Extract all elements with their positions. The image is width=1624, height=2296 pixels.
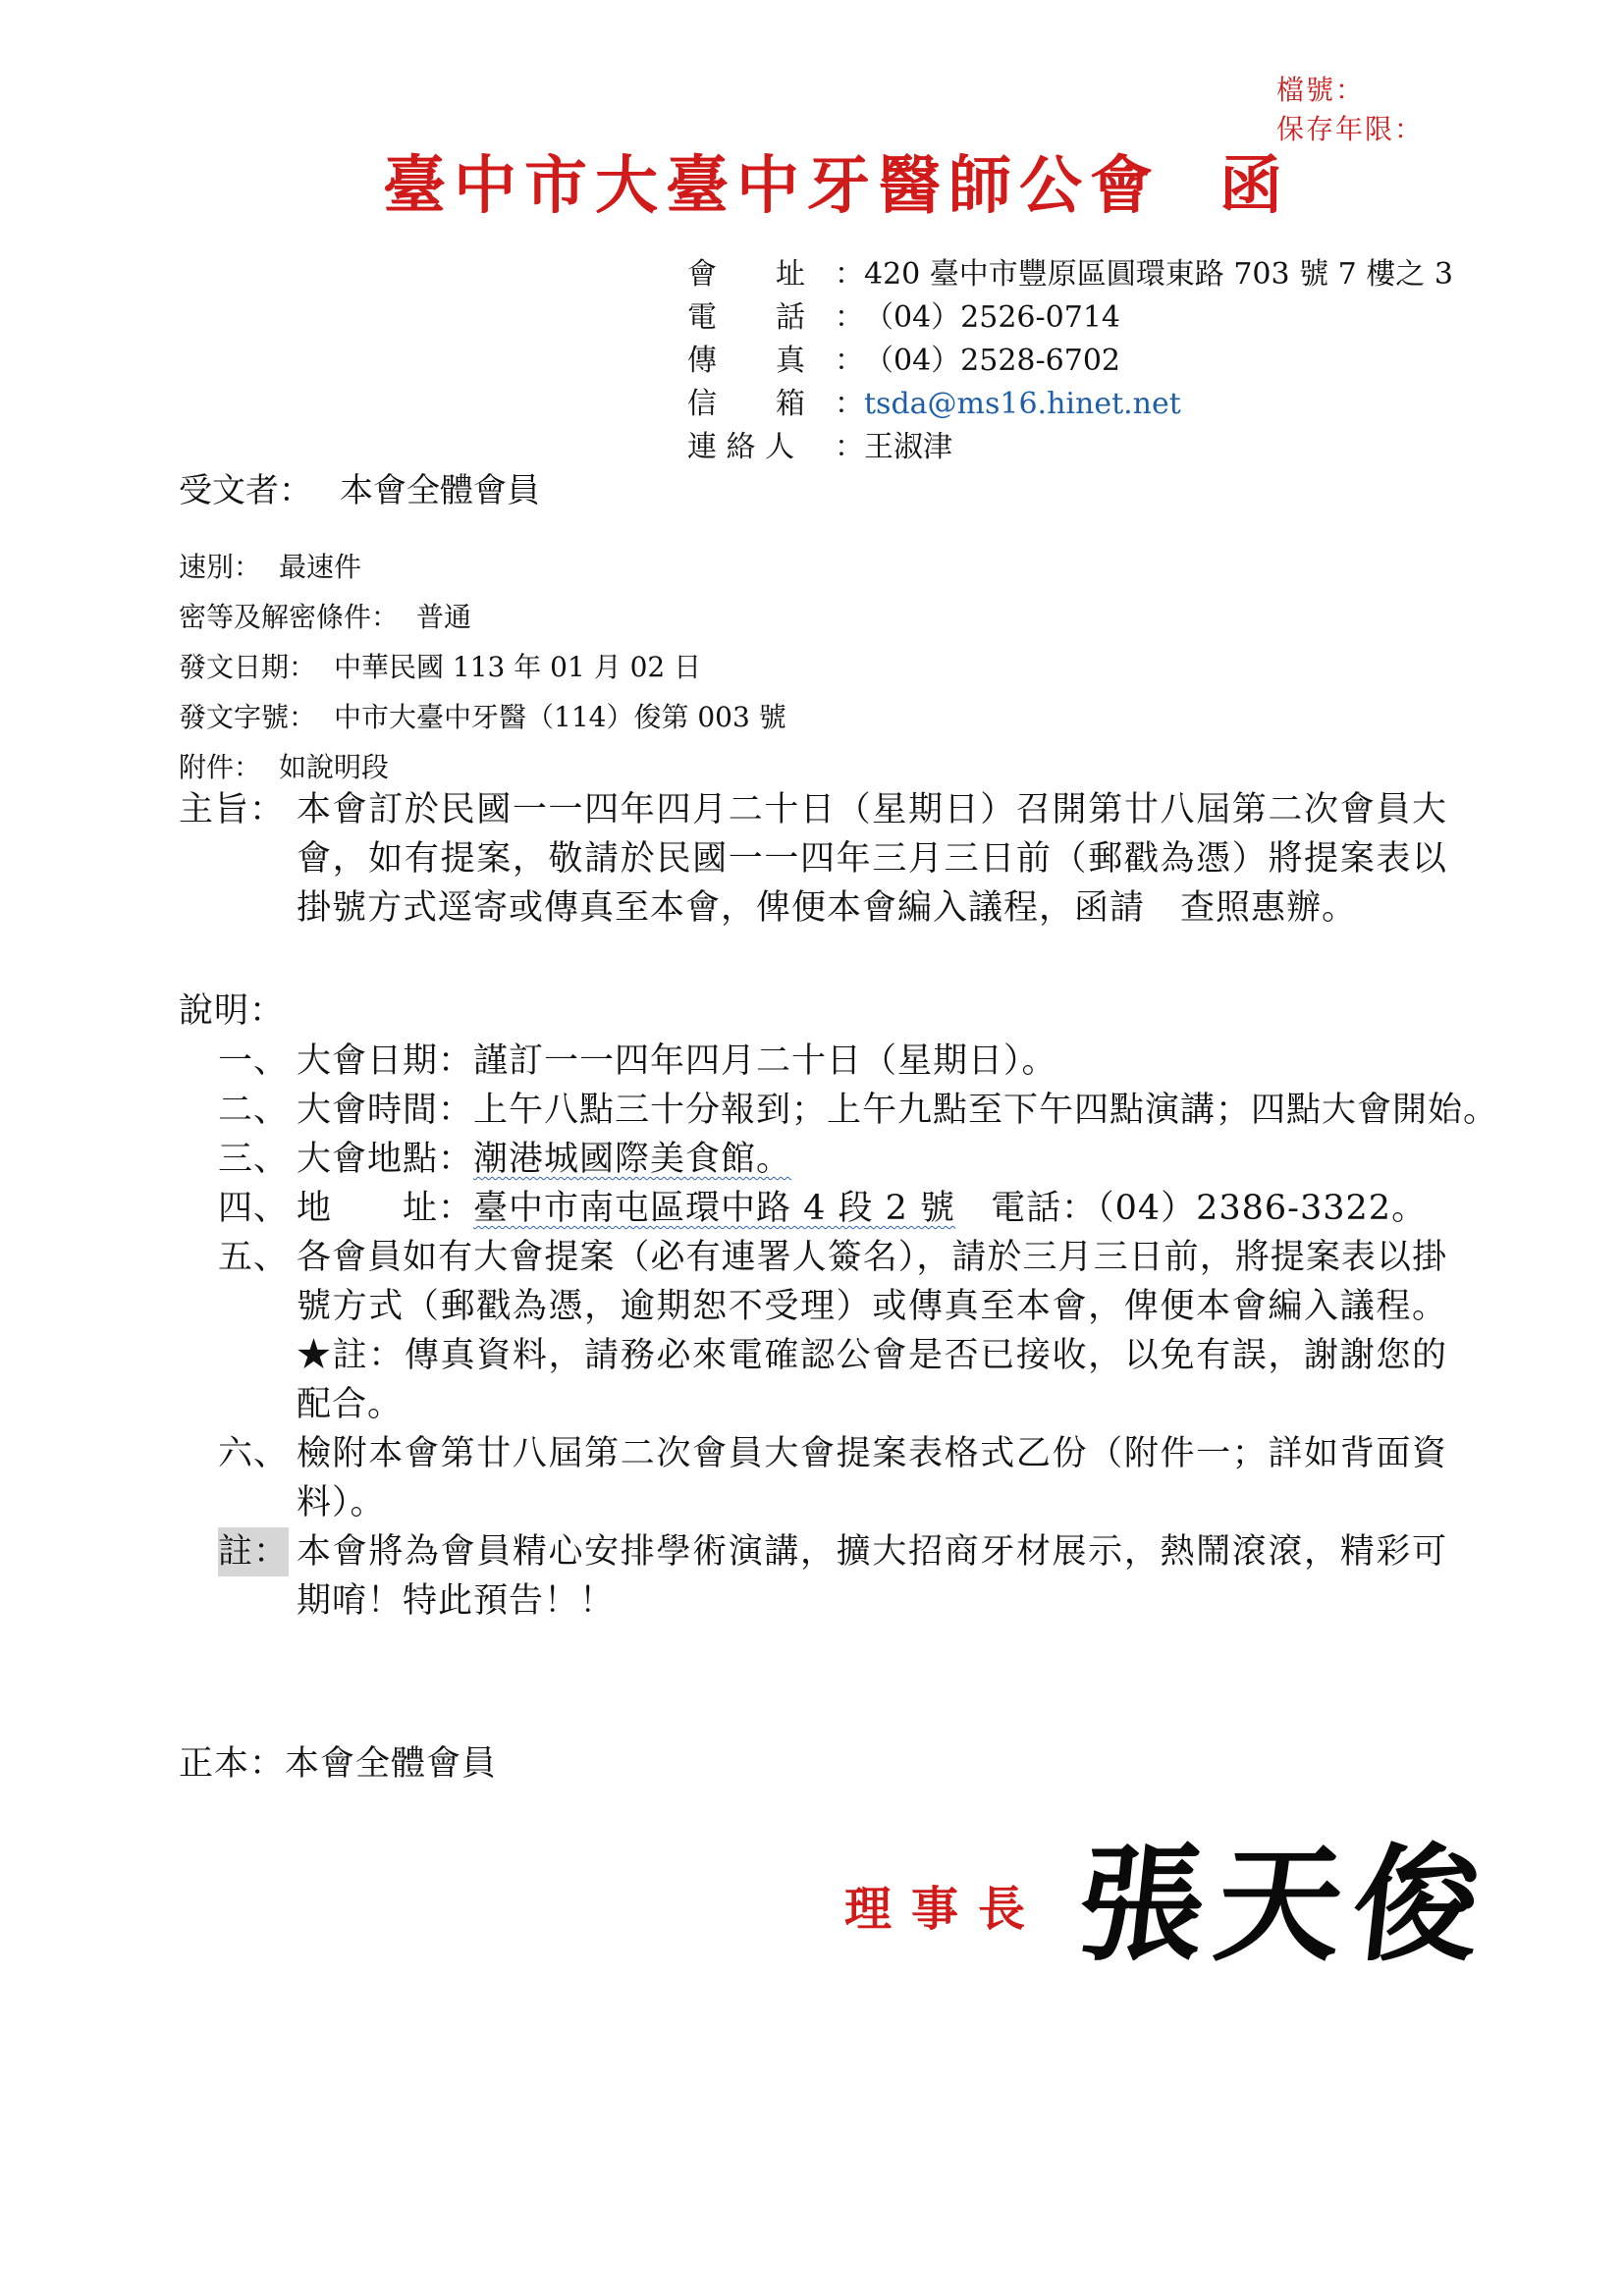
subject-text: 本會訂於民國一一四年四月二十日（星期日）召開第廿八屆第二次會員大會，如有提案，敬請於民國一一四年三月三日前（郵戳為憑）將提案表以掛號方式逕寄或傳真至本會，俾便本會編入議程，函請 查照惠辦。 — [297, 790, 1447, 928]
contact-person-value: 王淑津 — [864, 430, 952, 464]
description-label: 說明： — [179, 991, 286, 1031]
item-text: 檢附本會第廿八屆第二次會員大會提案表格式乙份（附件一；詳如背面資料）。 — [297, 1434, 1447, 1522]
item-text: 謹訂一一四年四月二十日（星期日）。 — [473, 1041, 1057, 1081]
email-row: 信 箱 ： tsda@ms16.hinet.net — [687, 383, 1453, 426]
description-item — [179, 1184, 1455, 1233]
issue-date-value: 中華民國 113 年 01 月 02 日 — [334, 651, 702, 683]
speed-row — [179, 542, 786, 592]
fax-value: （04）2528-6702 — [864, 344, 1121, 378]
item-text: 各會員如有大會提案（必有連署人簽名），請於三月三日前，將提案表以掛號方式（郵戳為憑，逾期恕不受理）或傳真至本會，俾便本會編入議程。★註：傳真資料，請務必來電確認公會是否已接收，以免有誤，謝謝您的配合。 — [297, 1238, 1447, 1424]
address-row: 會 址 ： 420 臺中市豐原區圓環東路 703 號 7 樓之 3 — [687, 253, 1453, 296]
document-meta — [179, 542, 786, 792]
copy-to-label: 正本： — [179, 1744, 286, 1784]
item-text: 臺中市南屯區環中路 4 段 2 號 — [473, 1189, 956, 1228]
note-item — [179, 1527, 1455, 1626]
item-text: 上午八點三十分報到；上午九點至下午四點演講；四點大會開始。 — [473, 1091, 1499, 1130]
fax-row: 傳 真 ： （04）2528-6702 — [687, 340, 1453, 383]
retention-period-label: 保存年限： — [1276, 113, 1425, 145]
item-extra: 電話：（04）2386-3322。 — [955, 1189, 1428, 1228]
reference-number-value: 中市大臺中牙醫（114）俊第 003 號 — [334, 701, 786, 733]
secrecy-label: 密等及解密條件： — [179, 601, 400, 633]
copy-to-value: 本會全體會員 — [285, 1744, 498, 1784]
secrecy-value: 普通 — [416, 601, 472, 633]
secrecy-row — [179, 592, 786, 642]
speed-label: 速別： — [179, 551, 262, 583]
address-label: 會 址 — [687, 257, 805, 292]
item-number: 六、 — [218, 1434, 290, 1473]
speed-value: 最速件 — [279, 551, 362, 583]
attachment-value: 如說明段 — [279, 751, 390, 783]
organization-name: 臺中市大臺中牙醫師公會 — [383, 149, 1161, 223]
issue-date-label: 發文日期： — [179, 651, 317, 683]
phone-value: （04）2526-0714 — [864, 300, 1121, 335]
email-label: 信 箱 — [687, 387, 805, 421]
chairman-signature: 張天俊 — [1070, 1832, 1499, 1979]
subject-label: 主旨： — [179, 790, 286, 829]
recipient-label: 受文者： — [179, 471, 312, 510]
email-link[interactable]: tsda@ms16.hinet.net — [864, 387, 1181, 421]
description-item — [179, 1037, 1455, 1086]
recipient — [179, 467, 540, 514]
note-label: 註： — [218, 1527, 289, 1576]
item-heading: 地 址： — [297, 1189, 474, 1228]
item-heading: 大會地點： — [297, 1140, 474, 1179]
item-heading: 大會時間： — [297, 1091, 474, 1130]
reference-number-row — [179, 692, 786, 742]
item-number: 一、 — [218, 1041, 290, 1081]
contact-person-row: 連 絡 人 ： 王淑津 — [687, 426, 1453, 469]
archive-info — [1276, 71, 1424, 149]
item-number: 四、 — [218, 1189, 290, 1228]
description-item — [179, 1429, 1455, 1527]
description-item — [179, 1233, 1455, 1429]
contact-person-label: 連 絡 人 — [687, 430, 795, 464]
document-type: 函 — [1219, 149, 1290, 223]
item-number: 五、 — [218, 1238, 290, 1277]
item-number: 二、 — [218, 1091, 290, 1130]
description-item — [179, 1135, 1455, 1184]
description-items — [179, 1037, 1499, 1626]
address-value: 420 臺中市豐原區圓環東路 703 號 7 樓之 3 — [864, 257, 1453, 292]
item-number: 三、 — [218, 1140, 290, 1179]
copy-to — [179, 1739, 497, 1789]
item-text: 潮港城國際美食館。 — [473, 1140, 792, 1179]
phone-label: 電 話 — [687, 300, 805, 335]
reference-number-label: 發文字號： — [179, 701, 317, 733]
contact-block — [687, 253, 1453, 469]
subject-section — [179, 785, 1455, 933]
file-number-label: 檔號： — [1276, 74, 1366, 106]
fax-label: 傳 真 — [687, 344, 805, 378]
note-text: 本會將為會員精心安排學術演講，擴大招商牙材展示，熱鬧滾滾，精彩可期唷！特此預告！！ — [297, 1532, 1447, 1621]
attachment-label: 附件： — [179, 751, 262, 783]
phone-row: 電 話 ： （04）2526-0714 — [687, 296, 1453, 340]
recipient-value: 本會全體會員 — [340, 471, 540, 510]
chairman-title: 理事長 — [844, 1882, 1046, 1937]
document-title — [383, 147, 1290, 226]
description-item — [179, 1086, 1499, 1135]
issue-date-row — [179, 642, 786, 692]
item-heading: 大會日期： — [297, 1041, 474, 1081]
